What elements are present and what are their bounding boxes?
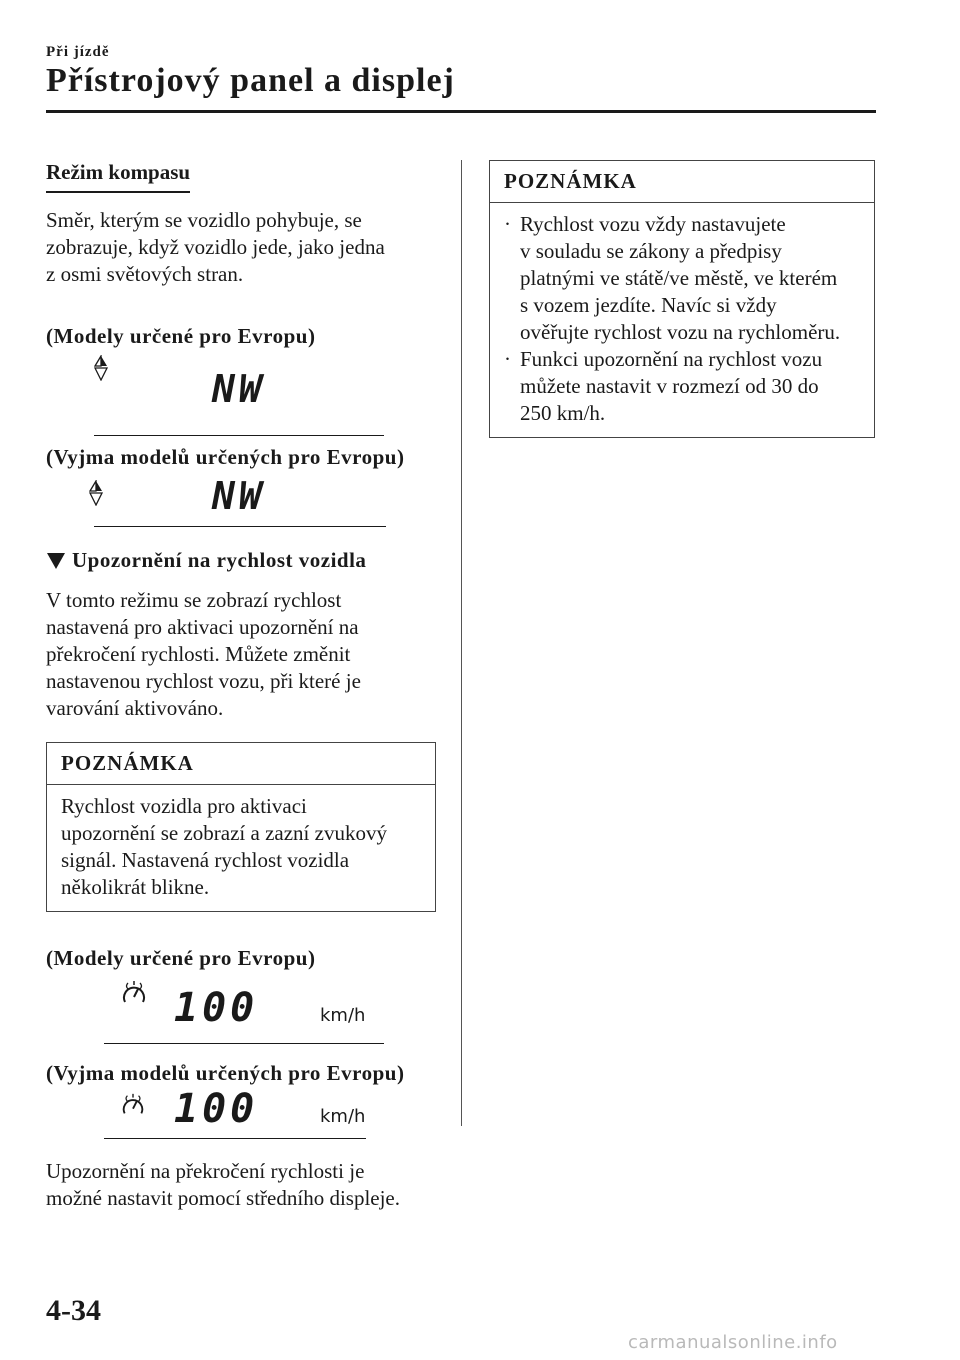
footer-text-line: Upozornění na překročení rychlosti je	[46, 1159, 365, 1183]
speed-unit: km/h	[320, 1106, 366, 1127]
speed-text-line: nastavená pro aktivaci upozornění na	[46, 615, 359, 639]
speed-alert-heading-row	[46, 548, 436, 573]
compass-display-eu	[46, 349, 436, 425]
watermark-link[interactable]: carmanualsonline.info	[628, 1332, 838, 1353]
speed-text-line: překročení rychlosti. Můžete změnit	[46, 642, 351, 666]
bullet-item	[504, 346, 860, 427]
bullet-line: s vozem jezdíte. Navíc si vždy	[520, 293, 777, 317]
speed-readout: 100	[174, 1086, 259, 1132]
speed-alert-heading: Upozornění na rychlost vozidla	[72, 548, 367, 572]
bullet-line: v souladu se zákony a předpisy	[520, 239, 782, 263]
display-underline	[94, 435, 384, 436]
bullet-dot-icon: ·	[504, 347, 511, 371]
speed-display-non-eu	[46, 1086, 436, 1136]
page-number: 4-34	[46, 1294, 101, 1327]
compass-text-line: Směr, kterým se vozidlo pohybuje, se	[46, 208, 362, 232]
models-non-eu-label: (Vyjma modelů určených pro Evropu)	[46, 1061, 405, 1085]
compass-diamond-icon	[94, 355, 108, 381]
compass-text-line: zobrazuje, když vozidlo jede, jako jedna	[46, 235, 385, 259]
right-column	[489, 160, 875, 438]
note-box-right	[489, 160, 875, 438]
bullet-line: 250 km/h.	[520, 401, 606, 425]
bullet-line: můžete nastavit v rozmezí od 30 do	[520, 374, 819, 398]
bullet-dot-icon: ·	[504, 212, 511, 236]
section-label: Při jízdě	[46, 44, 110, 60]
speed-unit: km/h	[320, 1005, 366, 1026]
display-underline	[104, 1138, 366, 1139]
compass-direction-readout: NW	[212, 367, 266, 411]
footer-text-line: možné nastavit pomocí středního displeje.	[46, 1186, 401, 1210]
display-underline	[94, 526, 386, 527]
note-text-line: upozornění se zobrazí a zazní zvukový	[61, 821, 387, 845]
chapter-title: Přístrojový panel a displej	[46, 62, 455, 99]
compass-direction-readout: NW	[212, 474, 266, 518]
compass-display-non-eu	[46, 470, 436, 528]
bullet-item	[504, 211, 860, 346]
note-text-line: několikrát blikne.	[61, 875, 210, 899]
speedometer-alert-icon	[120, 979, 148, 1007]
models-eu-label: (Modely určené pro Evropu)	[46, 324, 316, 348]
bullet-line: Rychlost vozu vždy nastavujete	[520, 212, 786, 236]
speedometer-alert-icon	[120, 1092, 146, 1118]
speed-text-line: varování aktivováno.	[46, 696, 224, 720]
compass-mode-heading: Režim kompasu	[46, 160, 190, 193]
left-column	[46, 160, 436, 1212]
note-box-left	[46, 742, 436, 912]
note-text-line: Rychlost vozidla pro aktivaci	[61, 794, 307, 818]
models-eu-label: (Modely určené pro Evropu)	[46, 946, 316, 970]
note-text-line: signál. Nastavená rychlost vozidla	[61, 848, 350, 872]
bullet-line: platnými ve státě/ve městě, ve kterém	[520, 266, 838, 290]
speed-display-eu	[46, 971, 436, 1043]
note-title: POZNÁMKA	[47, 743, 435, 785]
display-underline	[104, 1043, 384, 1044]
speed-text-line: nastavenou rychlost vozu, při které je	[46, 669, 361, 693]
column-divider	[461, 160, 462, 1126]
bullet-line: ověřujte rychlost vozu na rychloměru.	[520, 320, 841, 344]
speed-readout: 100	[174, 985, 259, 1031]
compass-text-line: z osmi světových stran.	[46, 262, 244, 286]
note-title: POZNÁMKA	[490, 161, 874, 203]
speed-text-line: V tomto režimu se zobrazí rychlost	[46, 588, 342, 612]
models-non-eu-label: (Vyjma modelů určených pro Evropu)	[46, 445, 405, 469]
bullet-line: Funkci upozornění na rychlost vozu	[520, 347, 823, 371]
header-rule	[46, 110, 876, 113]
compass-diamond-icon	[89, 480, 103, 506]
down-triangle-icon	[46, 552, 66, 570]
